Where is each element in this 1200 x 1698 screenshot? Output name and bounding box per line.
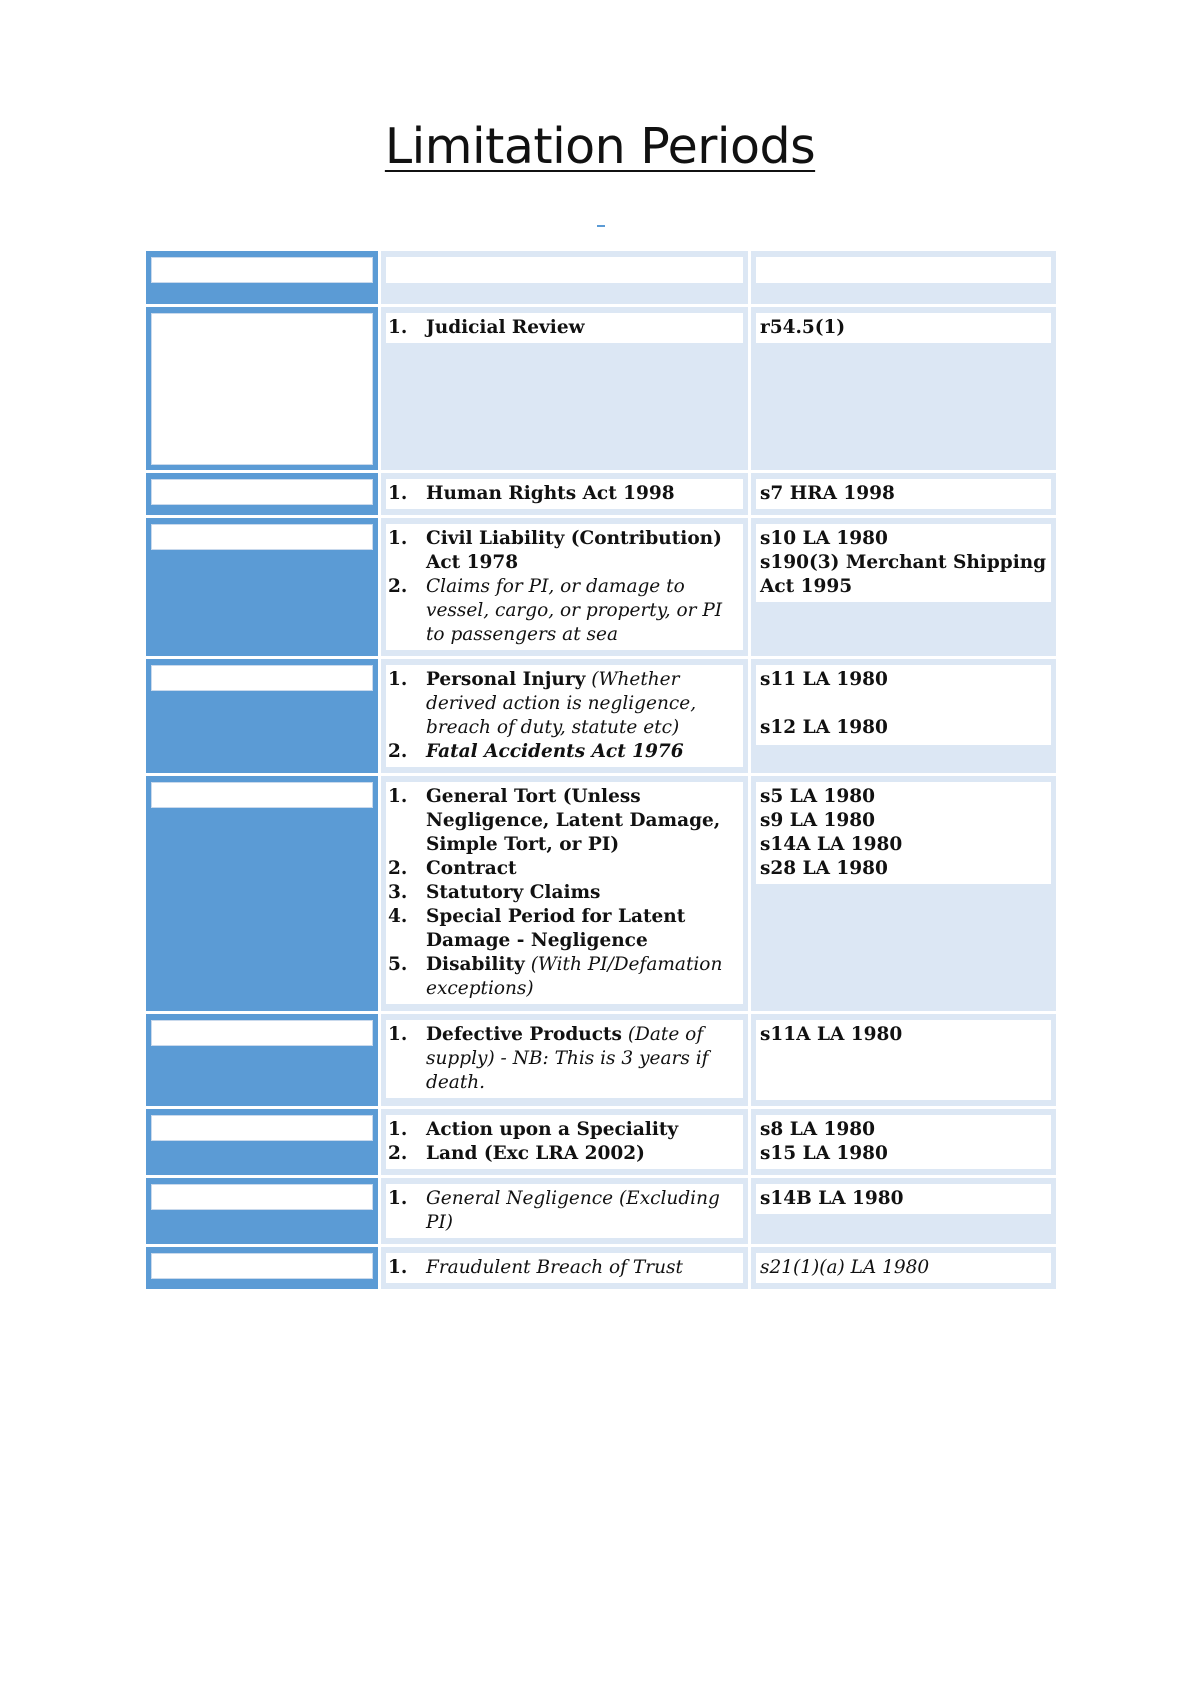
table-row xyxy=(146,1014,1056,1109)
list-item: 4. Special Period for Latent Damage - Negligence xyxy=(388,906,686,951)
statute-cell xyxy=(751,1178,1056,1247)
blank-field xyxy=(151,1253,373,1279)
statute-ref: s190(3) Merchant Shipping Act 1995 xyxy=(760,552,1047,597)
statute-ref: s11 LA 1980 xyxy=(760,669,888,690)
list-item: 1. Judicial Review xyxy=(388,317,585,338)
statute-ref: s12 LA 1980 xyxy=(760,717,888,738)
claim-cell xyxy=(381,659,751,776)
blank-field xyxy=(151,782,373,808)
statute-ref: s28 LA 1980 xyxy=(760,858,888,879)
blank-field xyxy=(151,257,373,283)
statute-ref: s21(1)(a) LA 1980 xyxy=(760,1257,930,1278)
blank-field xyxy=(151,1115,373,1141)
blank-field xyxy=(151,1184,373,1210)
period-cell xyxy=(146,1014,381,1109)
table-row xyxy=(146,659,1056,776)
statute-ref: s5 LA 1980 xyxy=(760,786,876,807)
statute-ref: s15 LA 1980 xyxy=(760,1143,888,1164)
statute-cell xyxy=(751,473,1056,518)
limitation-table xyxy=(146,251,1056,1292)
statute-cell xyxy=(751,659,1056,776)
statute-ref: r54.5(1) xyxy=(760,317,846,338)
claim-cell xyxy=(381,1014,751,1109)
list-item: 1. Civil Liability (Contribution) Act 1978 xyxy=(388,528,722,573)
statute-ref: s7 HRA 1998 xyxy=(760,483,895,504)
statute-cell xyxy=(751,518,1056,659)
list-item: 1. Fraudulent Breach of Trust xyxy=(388,1257,683,1278)
decorative-dash xyxy=(597,225,605,227)
period-cell xyxy=(146,518,381,659)
list-item: 1. General Negligence (Excluding PI) xyxy=(388,1188,720,1233)
list-item: 1. Defective Products (Date of supply) - NB: This is 3 years if death. xyxy=(388,1024,709,1093)
list-item: 2. Land (Exc LRA 2002) xyxy=(388,1143,645,1164)
period-cell xyxy=(146,1247,381,1292)
statute-cell xyxy=(751,1109,1056,1178)
period-cell xyxy=(146,1109,381,1178)
statute-ref: s14B LA 1980 xyxy=(760,1188,904,1209)
claim-cell xyxy=(381,1247,751,1292)
list-item: 1. Personal Injury (Whether derived action is negligence, breach of duty, statute etc) xyxy=(388,669,697,738)
period-cell xyxy=(146,307,381,473)
header-cell-statute xyxy=(751,251,1056,307)
claim-cell xyxy=(381,1178,751,1247)
blank-field xyxy=(151,313,373,465)
period-cell xyxy=(146,473,381,518)
page-title: Limitation Periods xyxy=(384,118,816,175)
blank-field xyxy=(151,665,373,691)
blank-field xyxy=(151,1020,373,1046)
blank-field xyxy=(151,524,373,550)
list-item: 5. Disability (With PI/Defamation exceptions) xyxy=(388,954,723,999)
claim-cell xyxy=(381,776,751,1014)
claim-cell xyxy=(381,473,751,518)
list-item: 1. Action upon a Speciality xyxy=(388,1119,679,1140)
list-item: 1. Human Rights Act 1998 xyxy=(388,483,675,504)
list-item: 3. Statutory Claims xyxy=(388,882,601,903)
statute-ref: s8 LA 1980 xyxy=(760,1119,876,1140)
statute-ref: s11A LA 1980 xyxy=(760,1024,903,1045)
list-item: 2. Claims for PI, or damage to vessel, cargo, or property, or PI to passengers at sea xyxy=(388,576,723,645)
claim-cell xyxy=(381,1109,751,1178)
table-row xyxy=(146,1247,1056,1292)
period-cell xyxy=(146,776,381,1014)
table-row xyxy=(146,307,1056,473)
claim-cell xyxy=(381,518,751,659)
statute-spacer xyxy=(760,692,1047,716)
statute-cell xyxy=(751,776,1056,1014)
header-row xyxy=(146,251,1056,307)
statute-cell xyxy=(751,1014,1056,1109)
period-cell xyxy=(146,1178,381,1247)
statute-ref: s14A LA 1980 xyxy=(760,834,903,855)
statute-ref: s9 LA 1980 xyxy=(760,810,876,831)
claim-cell xyxy=(381,307,751,473)
table-row xyxy=(146,776,1056,1014)
table-row xyxy=(146,1178,1056,1247)
blank-field xyxy=(386,257,743,283)
header-cell-claim xyxy=(381,251,751,307)
list-item: 2. Contract xyxy=(388,858,517,879)
list-item: 2. Fatal Accidents Act 1976 xyxy=(388,741,684,762)
header-cell-period xyxy=(146,251,381,307)
blank-field xyxy=(151,479,373,505)
statute-ref: s10 LA 1980 xyxy=(760,528,888,549)
blank-field xyxy=(756,257,1051,283)
statute-cell xyxy=(751,1247,1056,1292)
list-item: 1. General Tort (Unless Negligence, Latent Damage, Simple Tort, or PI) xyxy=(388,786,721,855)
statute-cell xyxy=(751,307,1056,473)
table-row xyxy=(146,518,1056,659)
table-row xyxy=(146,473,1056,518)
limitation-table-container xyxy=(146,251,1056,1292)
table-row xyxy=(146,1109,1056,1178)
period-cell xyxy=(146,659,381,776)
